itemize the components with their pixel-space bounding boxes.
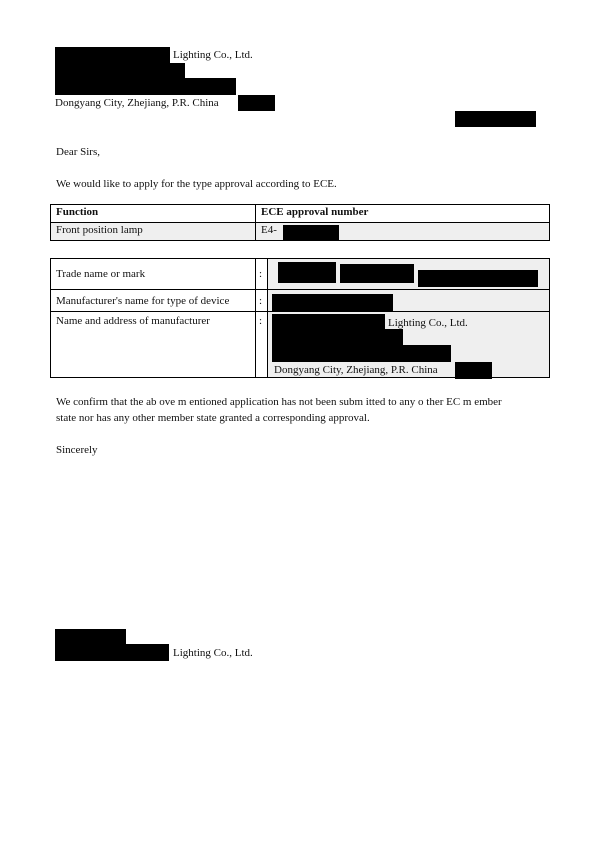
redacted-approval-number [283, 225, 339, 241]
manufacturer-address-separator: : [256, 312, 268, 378]
header-company-suffix: Lighting Co., Ltd. [173, 49, 253, 61]
confirmation-line-2: state nor has any other member state granted a corresponding approval. [56, 412, 370, 424]
signature-company-suffix: Lighting Co., Ltd. [173, 647, 253, 659]
redacted-address-company [272, 314, 385, 330]
closing: Sincerely [56, 444, 98, 456]
redacted-street-address-1 [55, 63, 185, 79]
redacted-signature-1 [55, 629, 126, 645]
manufacturer-device-label: Manufacturer's name for type of device [51, 290, 256, 312]
redacted-date [455, 111, 536, 127]
redacted-signature-2 [55, 644, 169, 661]
manufacturer-address-label: Name and address of manufacturer [51, 312, 256, 378]
approval-table-header [51, 205, 550, 223]
address-city-line: Dongyang City, Zhejiang, P.R. China [274, 364, 438, 376]
header-address-line: Dongyang City, Zhejiang, P.R. China [55, 97, 219, 109]
address-company-suffix: Lighting Co., Ltd. [388, 317, 468, 329]
redacted-trade-name-2 [340, 264, 414, 283]
redacted-address-street-2 [272, 345, 451, 362]
redacted-address-postal [455, 362, 492, 379]
redacted-address-street-1 [272, 329, 403, 346]
redacted-trade-name-3 [418, 270, 538, 287]
manufacturer-device-separator: : [256, 290, 268, 312]
function-value: Front position lamp [51, 223, 256, 241]
header-ece-number: ECE approval number [256, 205, 550, 223]
header-function: Function [51, 205, 256, 223]
redacted-street-address-2 [55, 78, 236, 95]
intro-text: We would like to apply for the type approval according to ECE. [56, 178, 337, 190]
redacted-trade-name-1 [278, 262, 336, 283]
salutation: Dear Sirs, [56, 146, 100, 158]
trade-name-label: Trade name or mark [51, 259, 256, 290]
trade-name-separator: : [256, 259, 268, 290]
redacted-postal-code [238, 95, 275, 111]
redacted-device-manufacturer [272, 294, 393, 311]
confirmation-line-1: We confirm that the ab ove m entioned application has not been subm itted to any o ther EC m ember [56, 396, 502, 408]
ece-prefix: E4- [261, 224, 277, 236]
redacted-company-name [55, 47, 170, 64]
